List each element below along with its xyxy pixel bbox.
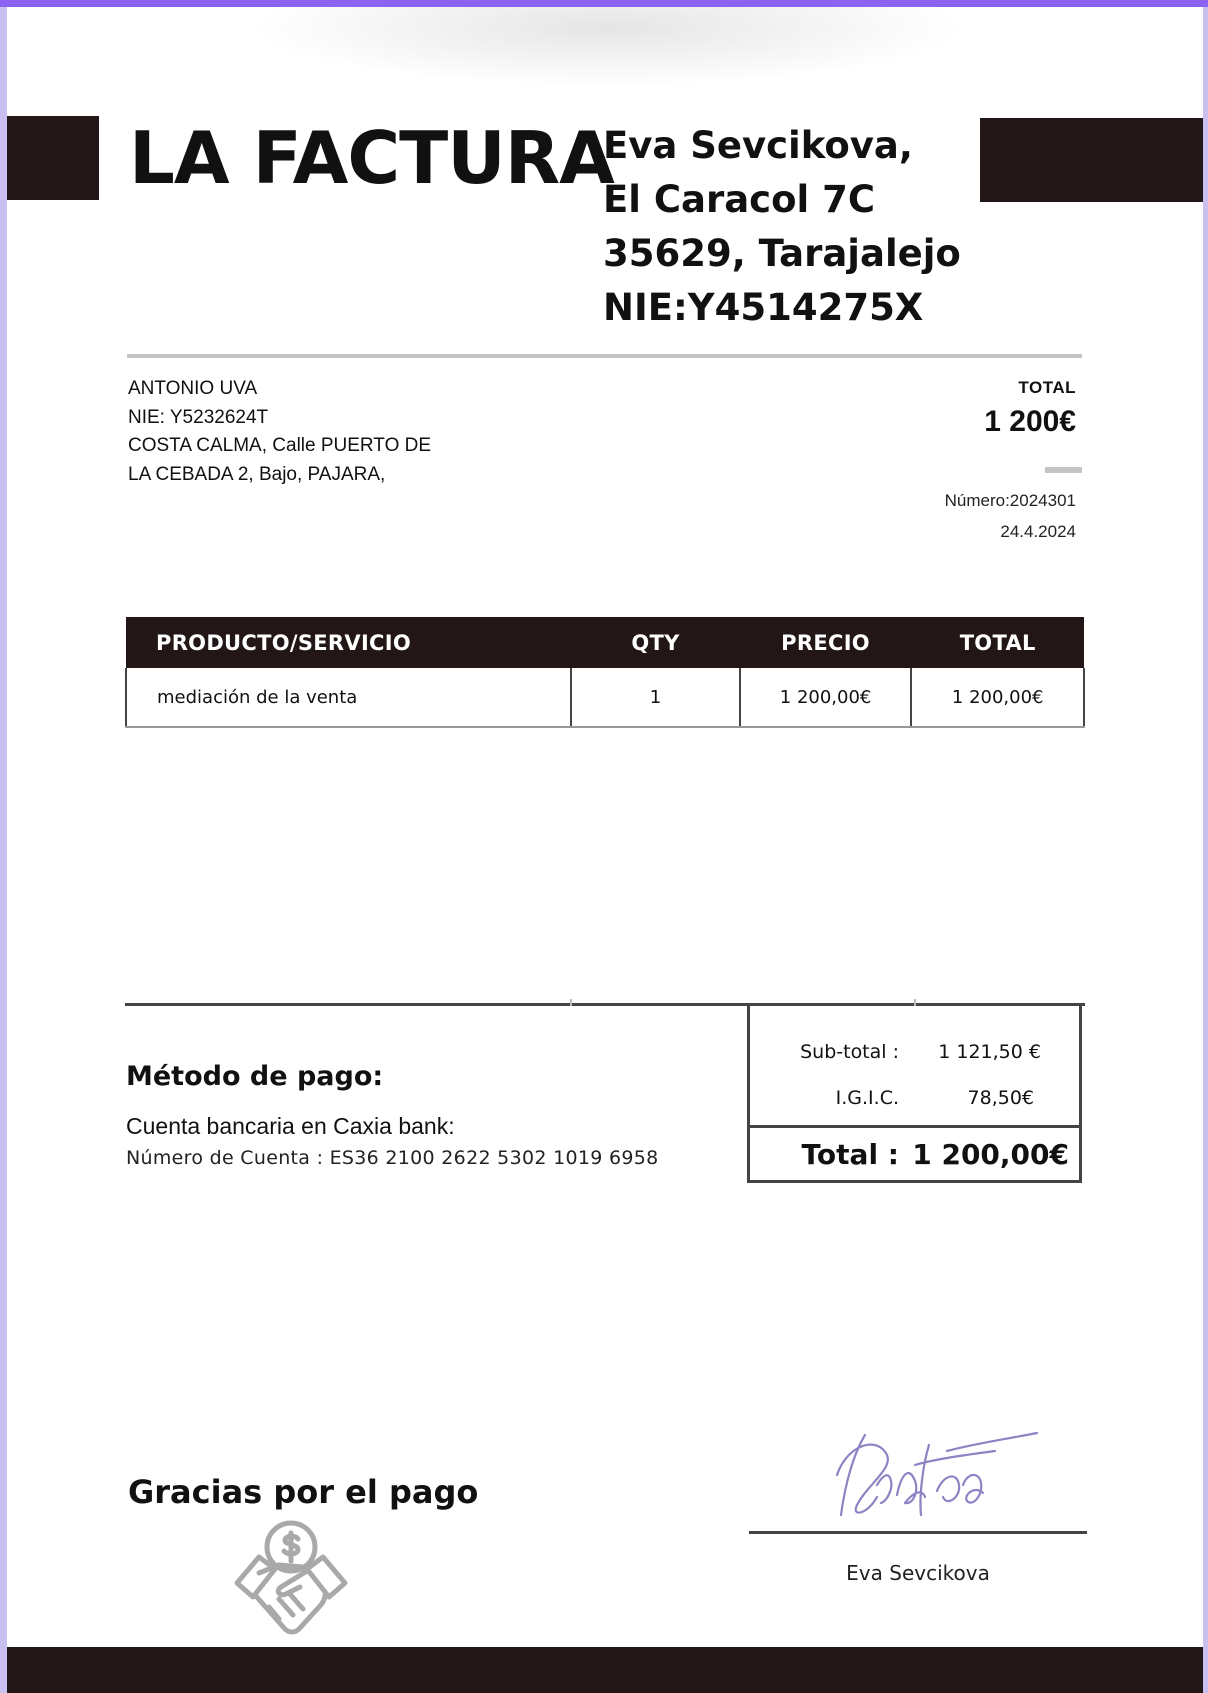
invoice-number: Número:2024301 [944, 491, 1076, 510]
subtotal-value: 1 121,50 € [938, 1041, 1041, 1063]
page-shadow [247, 7, 967, 87]
issuer-street: El Caracol 7C [603, 178, 875, 221]
handshake-money-icon [229, 1517, 353, 1645]
issuer-city: 35629, Tarajalejo [603, 232, 961, 275]
payment-account: Número de Cuenta : ES36 2100 2622 5302 1019 6958 [126, 1147, 659, 1169]
col-header-total: TOTAL [911, 617, 1084, 668]
header-block-left [7, 116, 99, 200]
grand-total-label: Total : [801, 1138, 899, 1171]
footer-bar [7, 1647, 1203, 1693]
signature-image [817, 1425, 1047, 1525]
total-label: TOTAL [1018, 378, 1076, 397]
signature-line [749, 1531, 1087, 1534]
header-block-right [980, 118, 1203, 202]
table-column-tick [570, 999, 572, 1006]
items-table [125, 617, 1085, 728]
invoice-title: LA FACTURA [129, 116, 614, 200]
client-address-2: LA CEBADA 2, Bajo, PAJARA, [128, 463, 386, 485]
total-amount: 1 200€ [984, 405, 1076, 438]
table-header-row [126, 617, 1084, 668]
subtotal-label: Sub-total : [800, 1041, 899, 1063]
tax-value: 78,50€ [967, 1087, 1034, 1109]
total-underline [1045, 467, 1082, 473]
invoice-page [7, 7, 1203, 1693]
client-name: ANTONIO UVA [128, 378, 258, 399]
invoice-date: 24.4.2024 [1000, 522, 1076, 541]
totals-box [747, 1005, 1082, 1183]
issuer-name: Eva Sevcikova, [603, 124, 913, 167]
header-divider [127, 354, 1082, 358]
tax-label: I.G.I.C. [835, 1087, 899, 1109]
client-nie: NIE: Y5232624T [128, 406, 269, 428]
issuer-nie: NIE:Y4514275X [603, 286, 924, 329]
payment-heading: Método de pago: [126, 1061, 384, 1092]
cell-total: 1 200,00€ [911, 668, 1084, 727]
cell-qty: 1 [571, 668, 739, 727]
table-row [126, 668, 1084, 727]
col-header-product: PRODUCTO/SERVICIO [126, 617, 571, 668]
cell-price: 1 200,00€ [740, 668, 912, 727]
payment-bank: Cuenta bancaria en Caxia bank: [126, 1113, 455, 1139]
client-address-1: COSTA CALMA, Calle PUERTO DE [128, 435, 432, 456]
grand-total-value: 1 200,00€ [912, 1138, 1069, 1171]
col-header-qty: QTY [571, 617, 739, 668]
thanks-message: Gracias por el pago [128, 1473, 479, 1511]
issuer-address [603, 119, 961, 335]
cell-product: mediación de la venta [126, 668, 571, 727]
window-accent-bar [0, 0, 1208, 7]
signer-name: Eva Sevcikova [846, 1561, 990, 1585]
col-header-price: PRECIO [740, 617, 912, 668]
client-info [128, 375, 431, 489]
totals-separator [750, 1125, 1079, 1128]
